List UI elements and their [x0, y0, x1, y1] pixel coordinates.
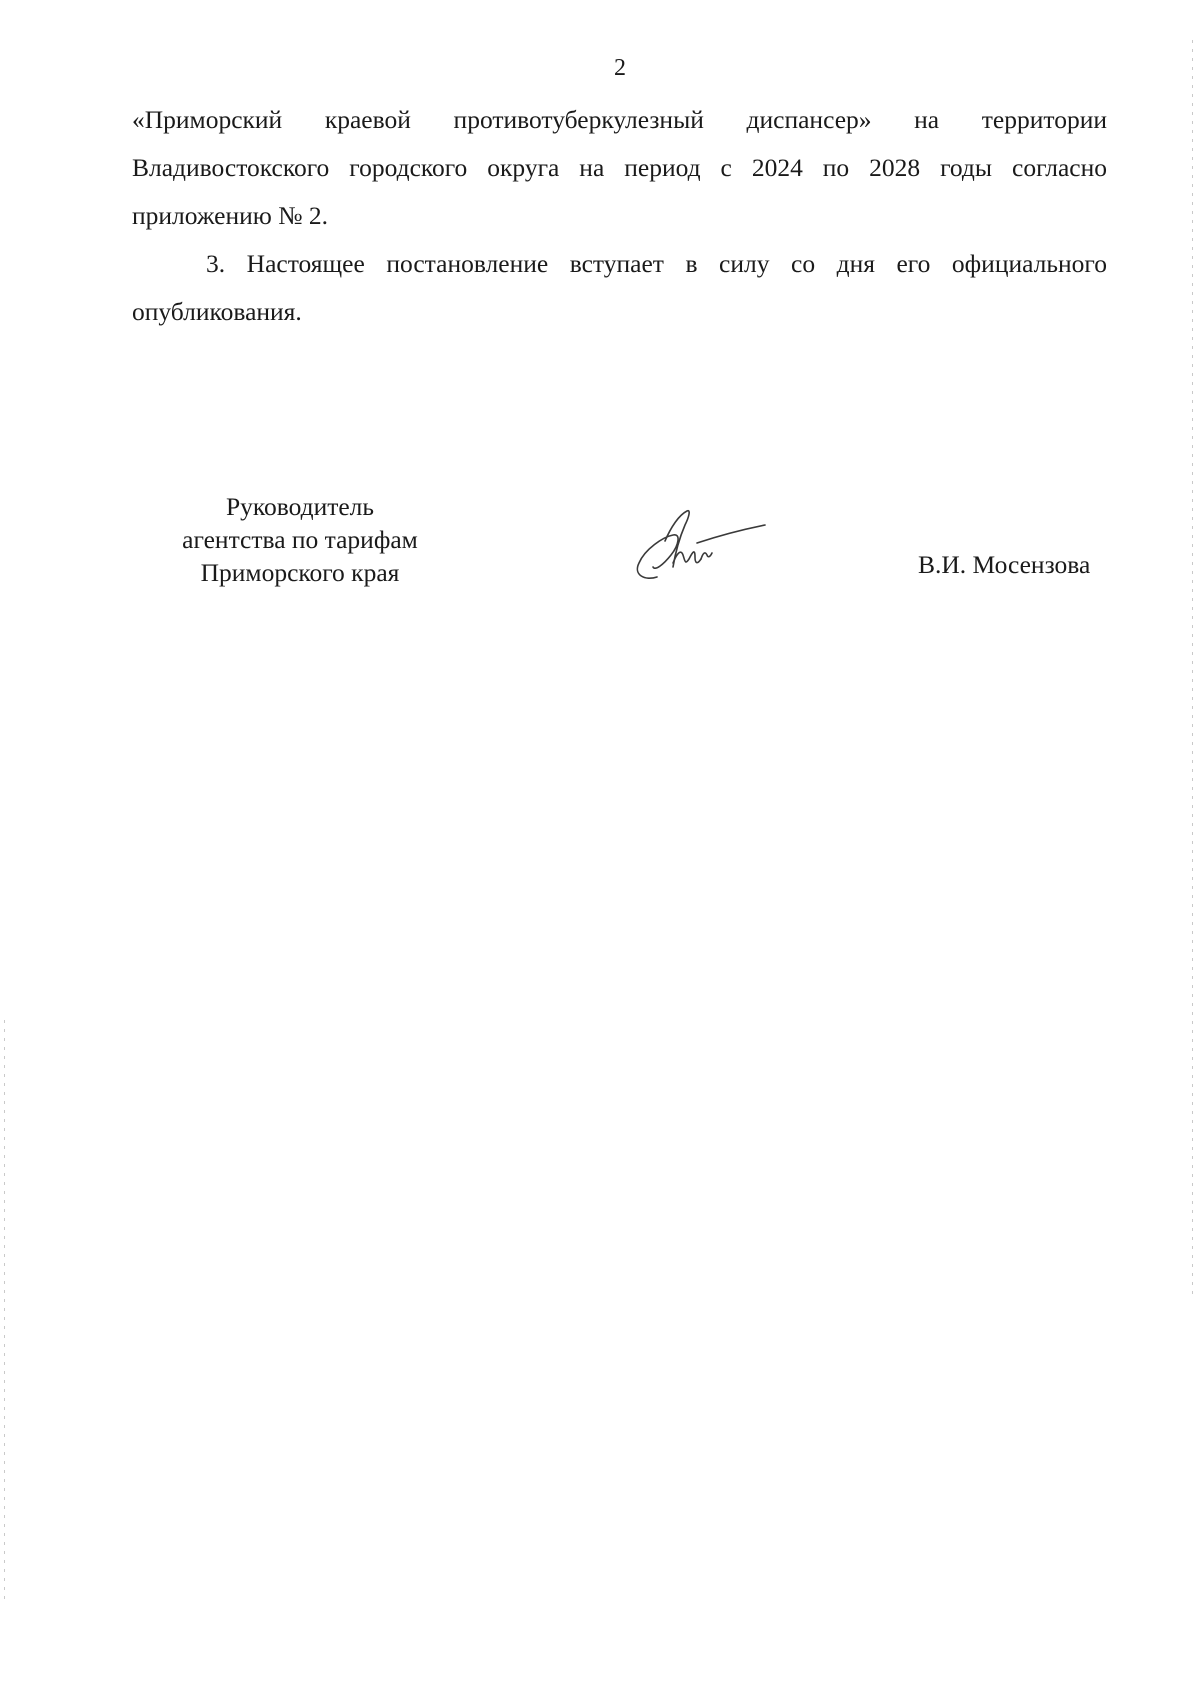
- signer-title-line-1: Руководитель: [225, 492, 375, 521]
- document-body: [132, 96, 1107, 336]
- scan-edge-left: [4, 1020, 5, 1600]
- paragraph-3: 3. Настоящее постановление вступает в силу со дня его официального опубликования.: [132, 249, 1107, 326]
- paragraph-continued: «Приморский краевой противотуберкулезный диспансер» на территории Владивостокского городского округа на период с 2024 по 2028 годы согласно приложению № 2.: [132, 105, 1107, 230]
- scan-edge-right: [1192, 40, 1193, 1300]
- signature-block: [0, 490, 1200, 610]
- signer-title-line-3: Приморского края: [200, 558, 400, 587]
- signer-title-line-2: агентства по тарифам: [182, 525, 418, 554]
- signer-name: В.И. Мосензова: [918, 550, 1091, 579]
- signer-title: [150, 490, 450, 589]
- page-number: 2: [614, 55, 626, 81]
- handwritten-signature: [615, 505, 790, 585]
